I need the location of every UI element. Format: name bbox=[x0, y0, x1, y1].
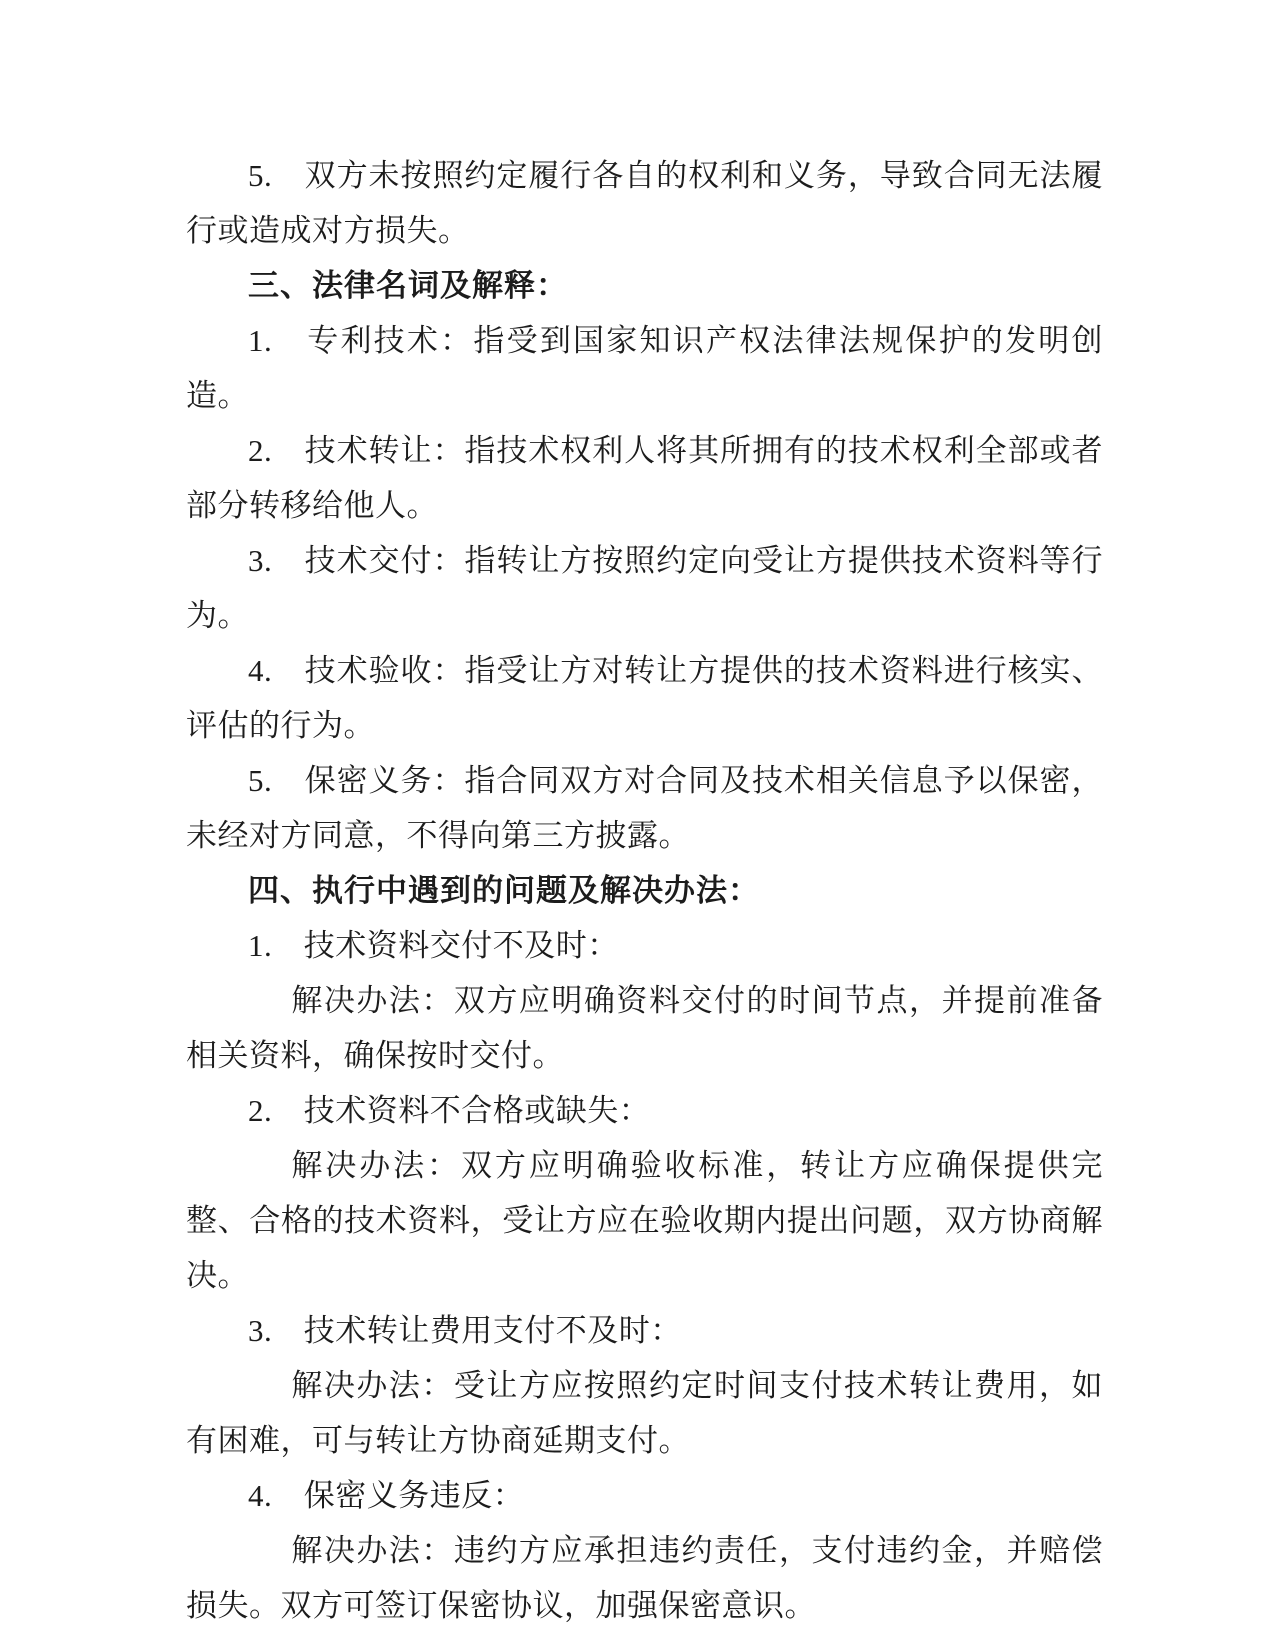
numbered-item-paragraph: 1. 专利技术：指受到国家知识产权法律法规保护的发明创造。 bbox=[186, 323, 1103, 413]
numbered-item-paragraph: 4. 技术验收：指受让方对转让方提供的技术资料进行核实、评估的行为。 bbox=[186, 653, 1103, 743]
solution-paragraph: 解决办法：双方应明确验收标准，转让方应确保提供完整、合格的技术资料，受让方应在验收期内提出问题，双方协商解决。 bbox=[186, 1148, 1103, 1293]
solution-paragraph: 解决办法：双方应明确资料交付的时间节点，并提前准备相关资料，确保按时交付。 bbox=[186, 983, 1103, 1073]
solution-paragraph: 解决办法：受让方应按照约定时间支付技术转让费用，如有困难，可与转让方协商延期支付。 bbox=[186, 1368, 1103, 1458]
numbered-item-paragraph: 1. 技术资料交付不及时： bbox=[248, 928, 619, 963]
numbered-item-paragraph: 5. 双方未按照约定履行各自的权利和义务，导致合同无法履行或造成对方损失。 bbox=[186, 158, 1103, 248]
document-body bbox=[186, 148, 1103, 1633]
numbered-item-paragraph: 3. 技术交付：指转让方按照约定向受让方提供技术资料等行为。 bbox=[186, 543, 1103, 633]
solution-paragraph: 解决办法：违约方应承担违约责任，支付违约金，并赔偿损失。双方可签订保密协议，加强保密意识。 bbox=[186, 1533, 1103, 1623]
section-heading: 三、法律名词及解释： bbox=[248, 268, 568, 303]
numbered-item-paragraph: 4. 保密义务违反： bbox=[248, 1478, 525, 1513]
numbered-item-paragraph: 2. 技术资料不合格或缺失： bbox=[248, 1093, 651, 1128]
numbered-item-paragraph: 2. 技术转让：指技术权利人将其所拥有的技术权利全部或者部分转移给他人。 bbox=[186, 433, 1103, 523]
numbered-item-paragraph: 3. 技术转让费用支付不及时： bbox=[248, 1313, 682, 1348]
section-heading: 四、执行中遇到的问题及解决办法： bbox=[248, 873, 760, 908]
numbered-item-paragraph: 5. 保密义务：指合同双方对合同及技术相关信息予以保密，未经对方同意，不得向第三方披露。 bbox=[186, 763, 1103, 853]
